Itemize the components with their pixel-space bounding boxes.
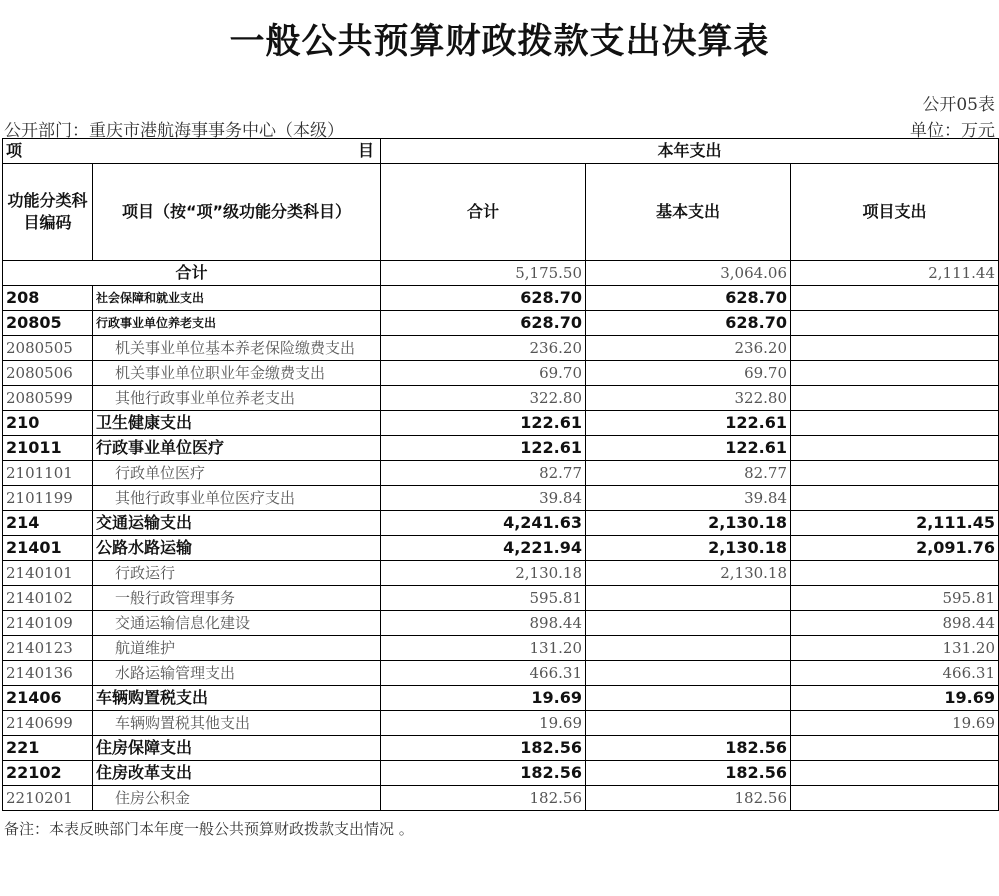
table-row: [3, 686, 999, 711]
row-total: 182.56: [381, 786, 586, 811]
row-basic: 39.84: [586, 486, 791, 511]
header-row-2: [3, 164, 999, 261]
row-name: 行政事业单位医疗: [93, 436, 381, 461]
row-name: 机关事业单位基本养老保险缴费支出: [93, 336, 381, 361]
row-code: 210: [3, 411, 93, 436]
budget-table: [2, 138, 999, 811]
name-header: 项目（按“项”级功能分类科目）: [93, 164, 381, 261]
row-project: 466.31: [791, 661, 999, 686]
row-code: 20805: [3, 311, 93, 336]
table-row: [3, 286, 999, 311]
row-basic: [586, 686, 791, 711]
row-name: 其他行政事业单位医疗支出: [93, 486, 381, 511]
table-row: [3, 361, 999, 386]
row-basic: 2,130.18: [586, 511, 791, 536]
row-total: 39.84: [381, 486, 586, 511]
table-row: [3, 486, 999, 511]
row-basic: 2,130.18: [586, 536, 791, 561]
row-project: 2,091.76: [791, 536, 999, 561]
row-code: 2080506: [3, 361, 93, 386]
department-label: 公开部门：重庆市港航海事事务中心（本级）: [4, 121, 344, 141]
row-code: 2101199: [3, 486, 93, 511]
row-basic: 122.61: [586, 436, 791, 461]
total-label: 合计: [3, 261, 381, 286]
footnote: 备注：本表反映部门本年度一般公共预算财政拨款支出情况 。: [4, 820, 414, 838]
row-code: 21406: [3, 686, 93, 711]
code-header: 功能分类科目编码: [3, 164, 93, 261]
table-row: [3, 611, 999, 636]
row-total: 322.80: [381, 386, 586, 411]
row-total: 122.61: [381, 411, 586, 436]
row-total: 69.70: [381, 361, 586, 386]
row-total: 19.69: [381, 686, 586, 711]
row-total: 898.44: [381, 611, 586, 636]
year-expense-header: 本年支出: [381, 139, 999, 164]
row-name: 车辆购置税支出: [93, 686, 381, 711]
table-row: [3, 411, 999, 436]
table-row: [3, 761, 999, 786]
row-name: 航道维护: [93, 636, 381, 661]
row-name: 行政事业单位养老支出: [93, 311, 381, 336]
table-row: [3, 336, 999, 361]
row-code: 208: [3, 286, 93, 311]
row-code: 2140699: [3, 711, 93, 736]
row-project: [791, 461, 999, 486]
row-total: 4,221.94: [381, 536, 586, 561]
row-project: [791, 311, 999, 336]
row-project: [791, 561, 999, 586]
table-row: [3, 586, 999, 611]
row-name: 一般行政管理事务: [93, 586, 381, 611]
row-basic: 182.56: [586, 761, 791, 786]
row-code: 2101101: [3, 461, 93, 486]
row-project: [791, 286, 999, 311]
row-total: 595.81: [381, 586, 586, 611]
total-project: 2,111.44: [791, 261, 999, 286]
table-row: [3, 436, 999, 461]
row-project: [791, 361, 999, 386]
row-code: 2140136: [3, 661, 93, 686]
row-code: 2080599: [3, 386, 93, 411]
row-code: 22102: [3, 761, 93, 786]
total-basic: 3,064.06: [586, 261, 791, 286]
row-basic: 82.77: [586, 461, 791, 486]
row-total: 4,241.63: [381, 511, 586, 536]
row-basic: [586, 661, 791, 686]
total-header: 合计: [381, 164, 586, 261]
row-basic: 628.70: [586, 311, 791, 336]
row-basic: 322.80: [586, 386, 791, 411]
row-project: [791, 386, 999, 411]
table-row: [3, 461, 999, 486]
row-code: 21401: [3, 536, 93, 561]
item-header-right: 目: [358, 141, 375, 160]
row-basic: 69.70: [586, 361, 791, 386]
row-name: 其他行政事业单位养老支出: [93, 386, 381, 411]
row-code: 214: [3, 511, 93, 536]
total-row: [3, 261, 999, 286]
header-row-1: [3, 139, 999, 164]
table-row: [3, 536, 999, 561]
row-total: 628.70: [381, 311, 586, 336]
row-name: 交通运输信息化建设: [93, 611, 381, 636]
row-code: 2140123: [3, 636, 93, 661]
row-total: 82.77: [381, 461, 586, 486]
row-basic: 122.61: [586, 411, 791, 436]
row-name: 行政运行: [93, 561, 381, 586]
table-row: [3, 786, 999, 811]
table-row: [3, 511, 999, 536]
row-basic: 182.56: [586, 786, 791, 811]
row-name: 交通运输支出: [93, 511, 381, 536]
row-project: [791, 411, 999, 436]
row-project: 131.20: [791, 636, 999, 661]
row-code: 221: [3, 736, 93, 761]
row-project: [791, 486, 999, 511]
unit-label: 单位：万元: [910, 121, 995, 141]
row-project: 898.44: [791, 611, 999, 636]
row-total: 466.31: [381, 661, 586, 686]
table-row: [3, 736, 999, 761]
row-name: 机关事业单位职业年金缴费支出: [93, 361, 381, 386]
row-project: [791, 761, 999, 786]
row-name: 社会保障和就业支出: [93, 286, 381, 311]
table-row: [3, 311, 999, 336]
row-basic: [586, 611, 791, 636]
table-number: 公开05表: [922, 95, 995, 115]
row-project: [791, 786, 999, 811]
row-basic: 236.20: [586, 336, 791, 361]
row-project: 595.81: [791, 586, 999, 611]
table-row: [3, 386, 999, 411]
row-total: 628.70: [381, 286, 586, 311]
row-total: 2,130.18: [381, 561, 586, 586]
row-name: 住房公积金: [93, 786, 381, 811]
basic-header: 基本支出: [586, 164, 791, 261]
row-basic: [586, 586, 791, 611]
row-code: 2140102: [3, 586, 93, 611]
row-project: 19.69: [791, 686, 999, 711]
row-total: 182.56: [381, 736, 586, 761]
row-name: 行政单位医疗: [93, 461, 381, 486]
row-name: 公路水路运输: [93, 536, 381, 561]
total-sum: 5,175.50: [381, 261, 586, 286]
row-basic: 182.56: [586, 736, 791, 761]
project-header: 项目支出: [791, 164, 999, 261]
row-name: 住房改革支出: [93, 761, 381, 786]
item-header-left: 项: [6, 141, 23, 160]
row-total: 19.69: [381, 711, 586, 736]
row-name: 卫生健康支出: [93, 411, 381, 436]
row-name: 住房保障支出: [93, 736, 381, 761]
table-row: [3, 661, 999, 686]
row-basic: 628.70: [586, 286, 791, 311]
table-row: [3, 711, 999, 736]
row-code: 21011: [3, 436, 93, 461]
row-project: 19.69: [791, 711, 999, 736]
table-row: [3, 636, 999, 661]
row-project: [791, 736, 999, 761]
row-basic: 2,130.18: [586, 561, 791, 586]
row-basic: [586, 636, 791, 661]
row-basic: [586, 711, 791, 736]
row-code: 2210201: [3, 786, 93, 811]
row-total: 122.61: [381, 436, 586, 461]
row-project: [791, 436, 999, 461]
item-header: [3, 139, 381, 164]
table-row: [3, 561, 999, 586]
row-total: 182.56: [381, 761, 586, 786]
row-name: 水路运输管理支出: [93, 661, 381, 686]
row-total: 131.20: [381, 636, 586, 661]
row-code: 2080505: [3, 336, 93, 361]
row-total: 236.20: [381, 336, 586, 361]
row-name: 车辆购置税其他支出: [93, 711, 381, 736]
row-code: 2140101: [3, 561, 93, 586]
row-project: 2,111.45: [791, 511, 999, 536]
page-title: 一般公共预算财政拨款支出决算表: [229, 22, 770, 62]
row-project: [791, 336, 999, 361]
row-code: 2140109: [3, 611, 93, 636]
